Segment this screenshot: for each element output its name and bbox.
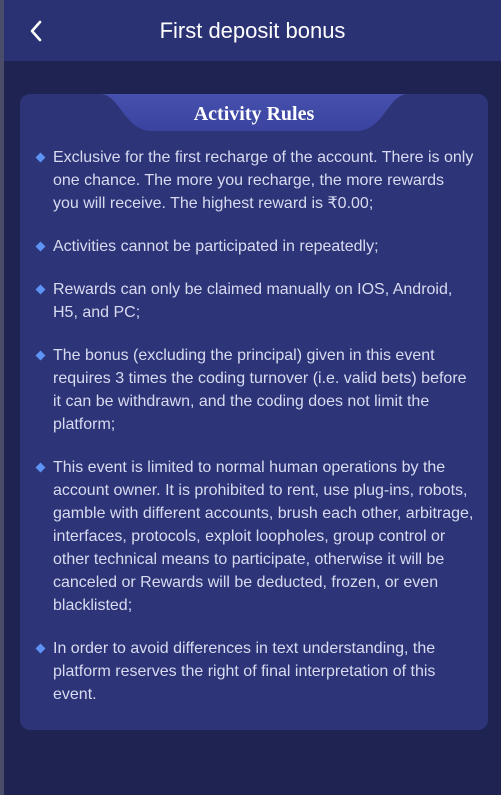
rule-item [34, 456, 474, 617]
rule-text: Exclusive for the first recharge of the account. There is only one chance. The more you recharge, the more rewards you will receive. The highest reward is ₹0.00; [53, 149, 474, 212]
diamond-bullet-icon [36, 351, 46, 361]
diamond-bullet-icon [36, 153, 46, 163]
rules-list [34, 146, 474, 726]
rule-text: In order to avoid differences in text understanding, the platform reserves the right of final interpretation of this event. [53, 640, 436, 703]
screen-edge [0, 0, 4, 795]
diamond-bullet-icon [36, 644, 46, 654]
diamond-bullet-icon [36, 285, 46, 295]
rule-item [34, 278, 474, 324]
activity-rules-card [20, 94, 488, 730]
rule-text: The bonus (excluding the principal) given in this event requires 3 times the coding turnover (i.e. valid bets) before it can be withdrawn, and the coding does not limit the platform; [53, 347, 467, 433]
diamond-bullet-icon [36, 242, 46, 252]
card-title: Activity Rules [193, 103, 315, 125]
rule-text: Rewards can only be claimed manually on IOS, Android, H5, and PC; [53, 281, 453, 321]
diamond-bullet-icon [36, 463, 46, 473]
page-title: First deposit bonus [159, 18, 346, 43]
page-background-bottom [4, 731, 501, 795]
rule-item [34, 637, 474, 706]
top-navigation-bar [4, 0, 501, 61]
rule-text: Activities cannot be participated in repeatedly; [53, 238, 379, 255]
rule-item [34, 235, 474, 258]
rule-item [34, 146, 474, 215]
rule-item [34, 344, 474, 436]
rule-text: This event is limited to normal human operations by the account owner. It is prohibited to rent, use plug-ins, robots, gamble with different accounts, brush each other, arbitrage, interfaces, protocols, exploit loopholes, group control or other technical means to participate, otherwise it will be canceled or Rewards will be deducted, frozen, or even blacklisted; [53, 459, 474, 614]
